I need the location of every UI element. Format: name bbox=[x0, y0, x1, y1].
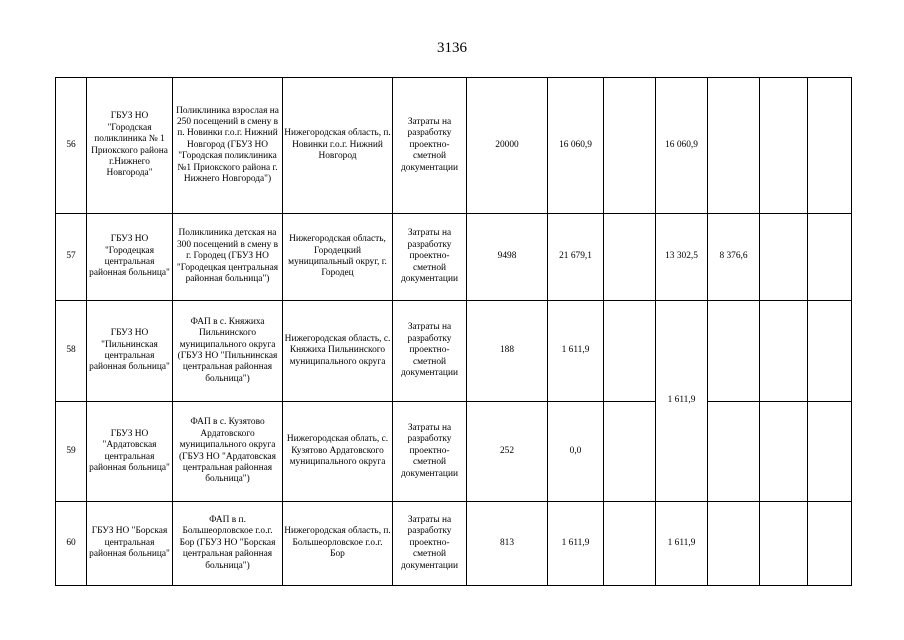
total-cost-cell: 1 611,9 bbox=[548, 301, 604, 402]
cost-col12-cell bbox=[808, 214, 852, 301]
cost-col8-cell bbox=[604, 301, 656, 402]
cost-col10-cell bbox=[708, 402, 760, 502]
cost-col10-cell bbox=[708, 78, 760, 214]
page-number: 3136 bbox=[437, 40, 467, 56]
institution-cell: ГБУЗ НО "Пильнинская центральная районная больница" bbox=[87, 301, 173, 402]
table-row bbox=[56, 214, 852, 301]
cost-col11-cell bbox=[760, 502, 808, 586]
table-row bbox=[56, 502, 852, 586]
institution-cell: ГБУЗ НО "Городская поликлиника № 1 Приокского района г.Нижнего Новгорода" bbox=[87, 78, 173, 214]
table-row bbox=[56, 301, 852, 402]
table-row bbox=[56, 78, 852, 214]
capacity-cell: 20000 bbox=[467, 78, 548, 214]
cost-type-cell: Затраты на разработку проектно-сметной документации bbox=[393, 502, 467, 586]
cost-col12-cell bbox=[808, 502, 852, 586]
row-number-cell: 60 bbox=[56, 502, 87, 586]
cost-col9-cell: 13 302,5 bbox=[656, 214, 708, 301]
location-cell: Нижегородская область, п. Новинки г.о.г. Нижний Новгород bbox=[283, 78, 393, 214]
cost-col8-cell bbox=[604, 402, 656, 502]
cost-col10-cell bbox=[708, 301, 760, 402]
cost-col12-cell bbox=[808, 78, 852, 214]
capacity-cell: 188 bbox=[467, 301, 548, 402]
object-cell: ФАП в с. Княжиха Пильнинского муниципального округа (ГБУЗ НО "Пильнинская центральная районная больница") bbox=[173, 301, 283, 402]
object-cell: ФАП в п. Большеорловское г.о.г. Бор (ГБУЗ НО "Борская центральная районная больница") bbox=[173, 502, 283, 586]
cost-col12-cell bbox=[808, 402, 852, 502]
cost-type-cell: Затраты на разработку проектно-сметной документации bbox=[393, 214, 467, 301]
cost-col11-cell bbox=[760, 402, 808, 502]
location-cell: Нижегородская облать, с. Кузятово Ардатовского муниципального округа bbox=[283, 402, 393, 502]
merged-cost-col9-cell: 1 611,9 bbox=[656, 301, 708, 502]
total-cost-cell: 16 060,9 bbox=[548, 78, 604, 214]
cost-type-cell: Затраты на разработку проектно-сметной документации bbox=[393, 78, 467, 214]
capacity-cell: 9498 bbox=[467, 214, 548, 301]
total-cost-cell: 1 611,9 bbox=[548, 502, 604, 586]
institution-cell: ГБУЗ НО "Ардатовская центральная районная больница" bbox=[87, 402, 173, 502]
location-cell: Нижегородская область, с. Княжиха Пильнинского муниципального округа bbox=[283, 301, 393, 402]
total-cost-cell: 0,0 bbox=[548, 402, 604, 502]
cost-col9-cell: 16 060,9 bbox=[656, 78, 708, 214]
total-cost-cell: 21 679,1 bbox=[548, 214, 604, 301]
location-cell: Нижегородская область, Городецкий муниципальный округ, г. Городец bbox=[283, 214, 393, 301]
cost-col11-cell bbox=[760, 301, 808, 402]
row-number-cell: 58 bbox=[56, 301, 87, 402]
row-number-cell: 57 bbox=[56, 214, 87, 301]
institution-cell: ГБУЗ НО "Борская центральная районная больница" bbox=[87, 502, 173, 586]
cost-col8-cell bbox=[604, 214, 656, 301]
budget-table bbox=[55, 77, 852, 586]
location-cell: Нижегородская область, п. Большеорловское г.о.г. Бор bbox=[283, 502, 393, 586]
capacity-cell: 252 bbox=[467, 402, 548, 502]
cost-col12-cell bbox=[808, 301, 852, 402]
cost-col11-cell bbox=[760, 78, 808, 214]
object-cell: ФАП в с. Кузятово Ардатовского муниципального округа (ГБУЗ НО "Ардатовская центральная районная больница") bbox=[173, 402, 283, 502]
row-number-cell: 59 bbox=[56, 402, 87, 502]
cost-col8-cell bbox=[604, 502, 656, 586]
cost-col11-cell bbox=[760, 214, 808, 301]
cost-col10-cell: 8 376,6 bbox=[708, 214, 760, 301]
row-number-cell: 56 bbox=[56, 78, 87, 214]
object-cell: Поликлиника детская на 300 посещений в смену в г. Городец (ГБУЗ НО "Городецкая центральная районная больница") bbox=[173, 214, 283, 301]
cost-col9-cell: 1 611,9 bbox=[656, 502, 708, 586]
capacity-cell: 813 bbox=[467, 502, 548, 586]
cost-col8-cell bbox=[604, 78, 656, 214]
cost-type-cell: Затраты на разработку проектно-сметной документации bbox=[393, 402, 467, 502]
table-row bbox=[56, 402, 852, 502]
cost-col10-cell bbox=[708, 502, 760, 586]
cost-type-cell: Затраты на разработку проектно-сметной документации bbox=[393, 301, 467, 402]
object-cell: Поликлиника взрослая на 250 посещений в смену в п. Новинки г.о.г. Нижний Новгород (ГБУЗ НО "Городская поликлиника №1 Приокского района г. Нижнего Новгорода") bbox=[173, 78, 283, 214]
institution-cell: ГБУЗ НО "Городецкая центральная районная больница" bbox=[87, 214, 173, 301]
